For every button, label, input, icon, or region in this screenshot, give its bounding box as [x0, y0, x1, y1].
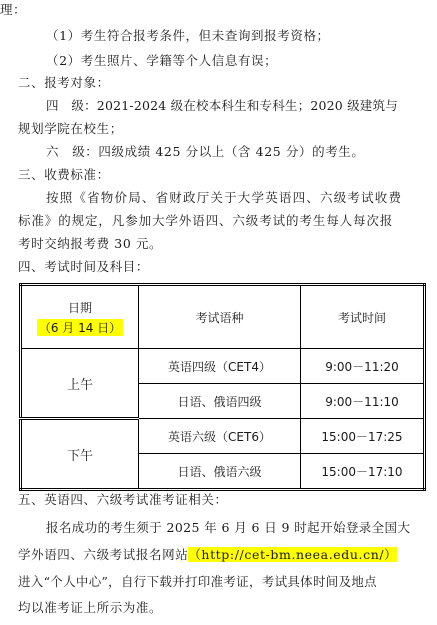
subject-cell: 日语、俄语四级 [139, 384, 301, 419]
morning-label: 上午 [21, 349, 139, 419]
time-cell: 9:00－11:20 [301, 349, 425, 384]
admit-line-1: 报名成功的考生须于 2025 年 6 月 6 日 9 时起开始登录全国大 [46, 520, 411, 535]
time-cell: 15:00－17:10 [301, 454, 425, 490]
section-heading-2: 二、报考对象： [18, 75, 110, 90]
fee-line-2: 标准》的规定，凡参加大学外语四、六级考试的考生每人每次报 [18, 213, 394, 228]
date-value: （6 月 14 日） [38, 320, 122, 335]
time-header: 考试时间 [301, 285, 425, 349]
date-label: 日期 [67, 300, 92, 315]
fee-line-1: 按照《省物价局、省财政厅关于大学英语四、六级考试收费 [46, 190, 403, 205]
exam-schedule-table [19, 283, 426, 491]
table-header-row [21, 285, 425, 349]
section-heading-4: 四、考试时间及科目： [18, 259, 150, 274]
subject-cell: 英语四级（CET4） [139, 349, 301, 384]
cet4-target: 四 级：2021-2024 级在校本科生和专科生；2020 级建筑与 [46, 98, 398, 113]
item-1: （1）考生符合报考条件，但未查询到报考资格； [46, 28, 330, 43]
cet6-target: 六 级：四级成绩 425 分以上（含 425 分）的考生。 [46, 144, 365, 159]
subject-cell: 英语六级（CET6） [139, 419, 301, 454]
admit-line-4: 均以准考证上所示为准。 [18, 600, 163, 615]
text-line-li: 理： [0, 2, 27, 17]
section-heading-5: 五、英语四、六级考试准考证相关： [18, 492, 228, 507]
admit-line-2 [18, 547, 397, 563]
time-cell: 15:00－17:25 [301, 419, 425, 454]
subject-cell: 日语、俄语六级 [139, 454, 301, 490]
admit-line-3: 进入“个人中心”，自行下载并打印准考证，考试具体时间及地点 [18, 574, 377, 589]
admit-line-2-text: 学外语四、六级考试报名网站 [18, 547, 189, 562]
date-header [21, 285, 139, 349]
fee-line-3: 考时交纳报考费 30 元。 [18, 236, 163, 251]
registration-link[interactable]: （http://cet-bm.neea.edu.cn/） [188, 547, 398, 562]
afternoon-label: 下午 [21, 419, 139, 490]
cet4-target-cont: 规划学院在校生； [18, 121, 123, 136]
item-2: （2）考生照片、学籍等个人信息有误； [46, 53, 278, 68]
time-cell: 9:00－11:10 [301, 384, 425, 419]
table-row [21, 349, 425, 384]
table-row [21, 419, 425, 454]
section-heading-3: 三、收费标准： [18, 167, 110, 182]
subject-header: 考试语种 [139, 285, 301, 349]
